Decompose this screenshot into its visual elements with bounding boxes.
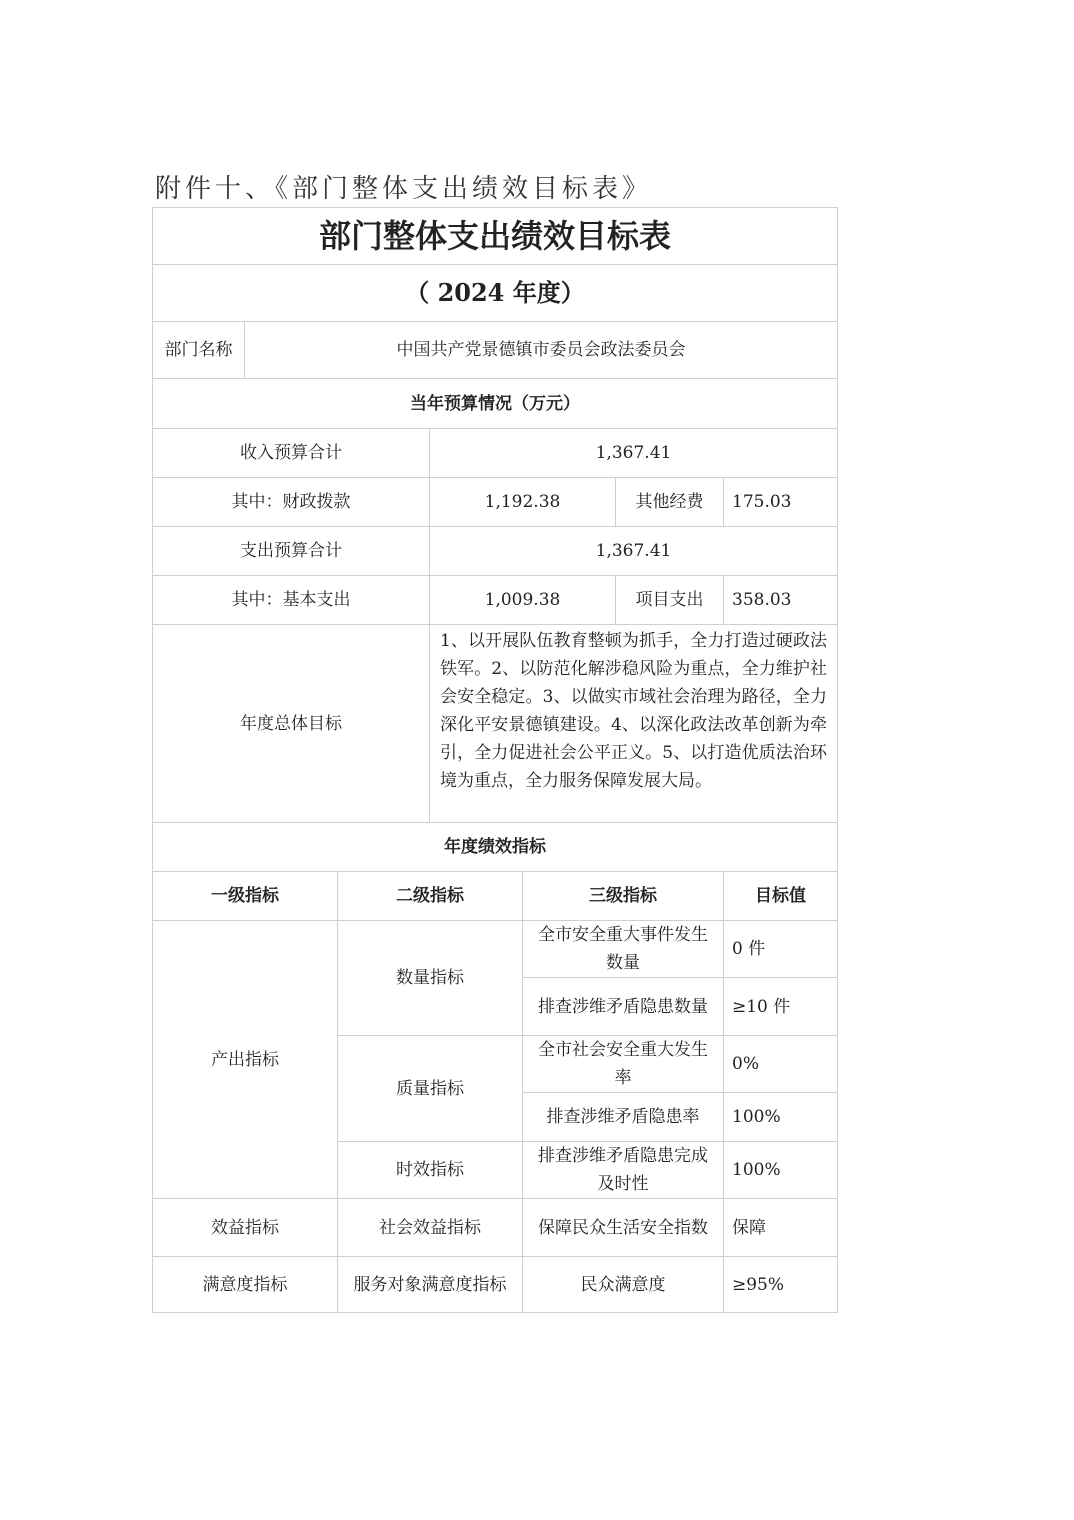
- attachment-title: 附件十、《部门整体支出绩效目标表》: [155, 174, 653, 204]
- dept-name: 中国共产党景德镇市委员会政法委员会: [244, 321, 838, 379]
- level2-social-benefit: 社会效益指标: [337, 1198, 523, 1257]
- target-cell: ≥95%: [723, 1256, 838, 1313]
- target-cell: 0 件: [723, 920, 838, 978]
- level3-cell: 全市安全重大事件发生数量: [522, 920, 724, 978]
- target-cell: 100%: [723, 1141, 838, 1199]
- col-level3: 三级指标: [522, 871, 724, 921]
- goal-text: 1、以开展队伍教育整顿为抓手，全力打造过硬政法铁军。2、以防范化解涉稳风险为重点，全力维护社会安全稳定。3、以做实市域社会治理为路径，全力深化平安景德镇建设。4、以深化政法改革创新为牵引，全力促进社会公平正义。5、以打造优质法治环境为重点，全力服务保障发展大局。: [429, 624, 838, 823]
- dept-label: 部门名称: [152, 321, 245, 379]
- basic-value: 1,009.38: [429, 575, 616, 625]
- level1-output: 产出指标: [152, 920, 338, 1199]
- project-value: 358.03: [723, 575, 838, 625]
- goal-label: 年度总体目标: [152, 624, 430, 823]
- target-cell: 保障: [723, 1198, 838, 1257]
- col-level2: 二级指标: [337, 871, 523, 921]
- level3-cell: 排查涉维矛盾隐患数量: [522, 977, 724, 1036]
- project-label: 项目支出: [615, 575, 724, 625]
- expense-total-label: 支出预算合计: [152, 526, 430, 576]
- budget-header: 当年预算情况（万元）: [152, 378, 838, 429]
- other-value: 175.03: [723, 477, 838, 527]
- level3-cell: 排查涉维矛盾隐患率: [522, 1092, 724, 1142]
- target-cell: 0%: [723, 1035, 838, 1093]
- level3-cell: 排查涉维矛盾隐患完成及时性: [522, 1141, 724, 1199]
- col-level1: 一级指标: [152, 871, 338, 921]
- level2-quality: 质量指标: [337, 1035, 523, 1142]
- table-year: （ 2024 年度）: [152, 264, 838, 322]
- level1-satisfaction: 满意度指标: [152, 1256, 338, 1313]
- target-cell: ≥10 件: [723, 977, 838, 1036]
- table-title: 部门整体支出绩效目标表: [152, 207, 838, 265]
- fiscal-value: 1,192.38: [429, 477, 616, 527]
- level2-quantity: 数量指标: [337, 920, 523, 1036]
- level2-timeliness: 时效指标: [337, 1141, 523, 1199]
- level1-benefit: 效益指标: [152, 1198, 338, 1257]
- target-cell: 100%: [723, 1092, 838, 1142]
- income-total: 1,367.41: [429, 428, 838, 478]
- level3-cell: 民众满意度: [522, 1256, 724, 1313]
- fiscal-label: 其中：财政拨款: [152, 477, 430, 527]
- level3-cell: 保障民众生活安全指数: [522, 1198, 724, 1257]
- other-label: 其他经费: [615, 477, 724, 527]
- expense-total: 1,367.41: [429, 526, 838, 576]
- col-target: 目标值: [723, 871, 838, 921]
- basic-label: 其中：基本支出: [152, 575, 430, 625]
- level3-cell: 全市社会安全重大发生率: [522, 1035, 724, 1093]
- level2-satisfaction: 服务对象满意度指标: [337, 1256, 523, 1313]
- perf-header: 年度绩效指标: [152, 822, 838, 872]
- income-total-label: 收入预算合计: [152, 428, 430, 478]
